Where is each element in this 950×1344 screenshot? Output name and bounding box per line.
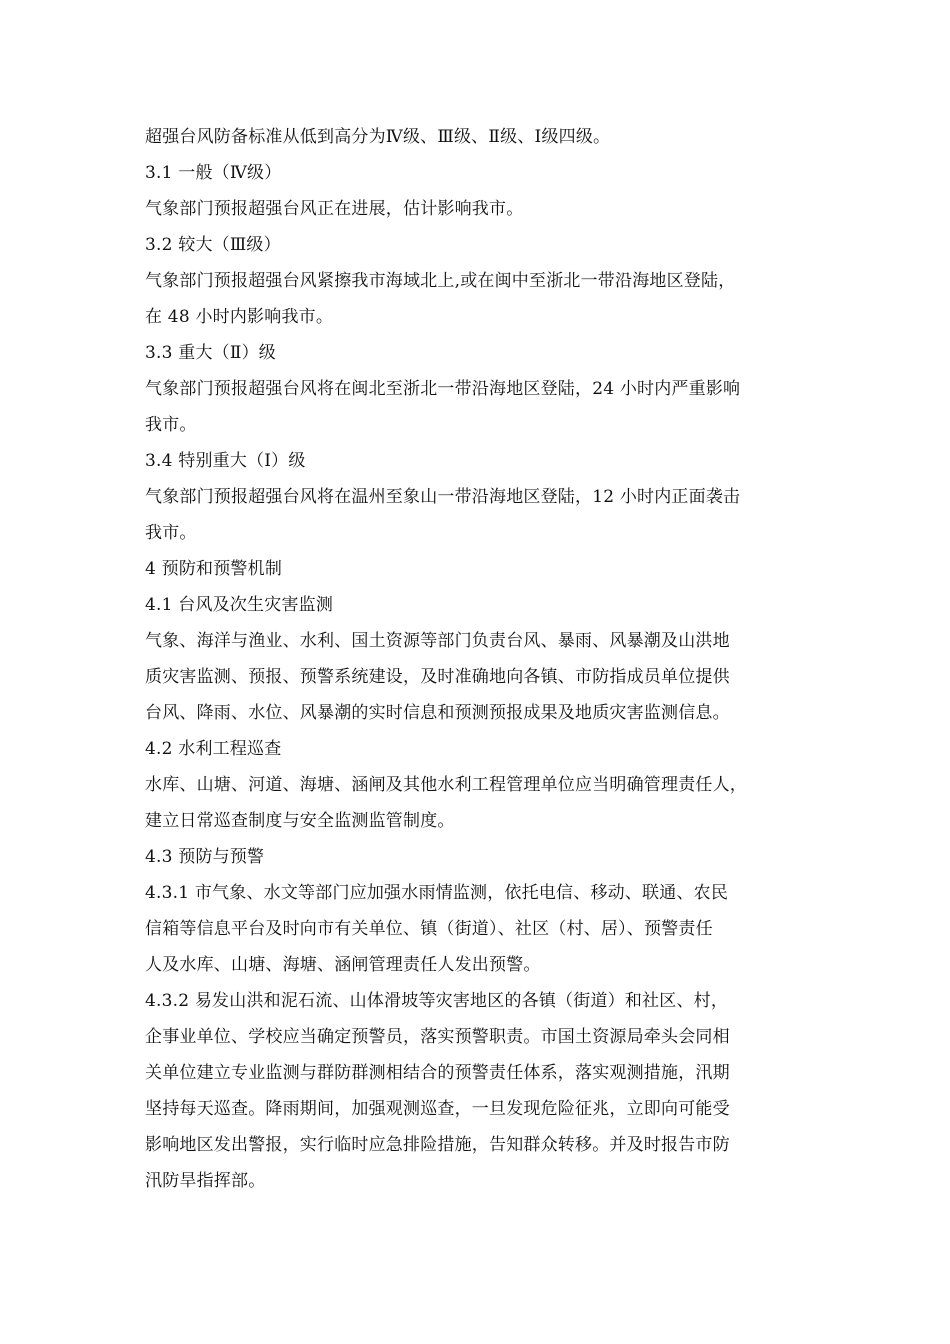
paragraph-line: 建立日常巡查制度与安全监测监管制度。 [145,811,455,831]
paragraph-line: 企事业单位、学校应当确定预警员，落实预警职责。市国土资源局牵头会同相 [145,1027,730,1047]
section-heading: 4.1 台风及次生灾害监测 [145,595,334,615]
paragraph-line: 影响地区发出警报，实行临时应急排险措施，告知群众转移。并及时报告市防 [145,1135,730,1155]
paragraph-line: 气象部门预报超强台风将在闽北至浙北一带沿海地区登陆，24 小时内严重影响 [145,379,741,399]
paragraph-line: 水库、山塘、河道、海塘、涵闸及其他水利工程管理单位应当明确管理责任人， [145,775,747,795]
document-body [145,119,810,1199]
paragraph-line: 关单位建立专业监测与群防群测相结合的预警责任体系，落实观测措施，汛期 [145,1063,730,1083]
paragraph-line: 汛防旱指挥部。 [145,1171,266,1191]
paragraph-line: 坚持每天巡查。降雨期间，加强观测巡查，一旦发现危险征兆，立即向可能受 [145,1099,730,1119]
paragraph-line: 气象部门预报超强台风正在进展，估计影响我市。 [145,199,524,219]
paragraph-line: 信箱等信息平台及时向市有关单位、镇（街道）、社区（村、居）、预警责任 [145,919,713,939]
paragraph-line: 人及水库、山塘、海塘、涵闸管理责任人发出预警。 [145,955,541,975]
section-heading: 3.1 一般（Ⅳ级） [145,163,282,183]
section-heading: 4.3 预防与预警 [145,847,265,867]
paragraph-line: 我市。 [145,523,197,543]
paragraph-line: 台风、降雨、水位、风暴潮的实时信息和预测预报成果及地质灾害监测信息。 [145,703,730,723]
paragraph-line: 气象、海洋与渔业、水利、国土资源等部门负责台风、暴雨、风暴潮及山洪地 [145,631,730,651]
paragraph-line: 气象部门预报超强台风将在温州至象山一带沿海地区登陆，12 小时内正面袭击 [145,487,741,507]
paragraph-line: 4.3.1 市气象、水文等部门应加强水雨情监测，依托电信、移动、联通、农民 [145,883,729,903]
paragraph-line: 气象部门预报超强台风紧擦我市海域北上,或在闽中至浙北一带沿海地区登陆， [145,271,736,291]
paragraph-line: 在 48 小时内影响我市。 [145,307,334,327]
section-heading: 4 预防和预警机制 [145,559,283,579]
section-heading: 4.2 水利工程巡查 [145,739,282,759]
paragraph-line: 4.3.2 易发山洪和泥石流、山体滑坡等灾害地区的各镇（街道）和社区、村， [145,991,729,1011]
section-heading: 3.3 重大（Ⅱ）级 [145,343,276,363]
section-heading: 3.2 较大（Ⅲ级） [145,235,281,255]
paragraph-line: 质灾害监测、预报、预警系统建设，及时准确地向各镇、市防指成员单位提供 [145,667,730,687]
section-heading: 3.4 特别重大（Ⅰ）级 [145,451,306,471]
paragraph-line: 超强台风防备标准从低到高分为Ⅳ级、Ⅲ级、Ⅱ级、Ⅰ级四级。 [145,127,611,147]
paragraph-line: 我市。 [145,415,197,435]
